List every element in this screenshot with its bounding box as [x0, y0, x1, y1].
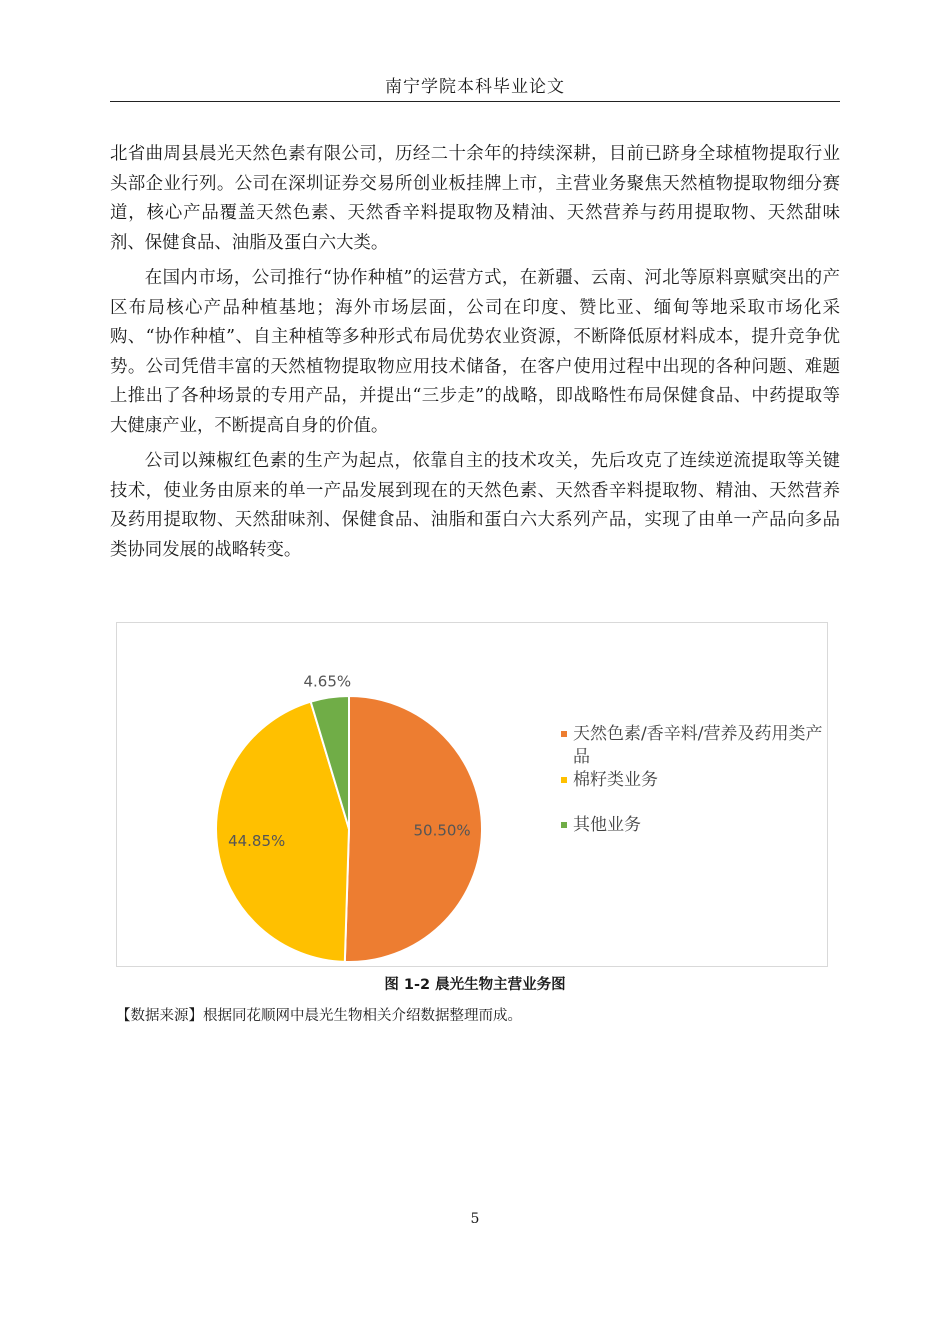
- legend-swatch-2: [561, 777, 567, 783]
- paragraph-3: 公司以辣椒红色素的生产为起点，依靠自主的技术攻关，先后攻克了连续逆流提取等关键技术，使业务由原来的单一产品发展到现在的天然色素、天然香辛料提取物、精油、天然营养及药用提取物、天然甜味剂、保健食品、油脂和蛋白六大系列产品，实现了由单一产品向多品类协同发展的战略转变。: [110, 451, 840, 560]
- legend-item-2: [561, 769, 823, 792]
- figure-caption: 图 1-2 晨光生物主营业务图: [384, 977, 566, 993]
- legend-item-3: [561, 814, 823, 837]
- pie-data-label-3: 4.65%: [303, 672, 352, 691]
- legend-item-1: [561, 723, 823, 769]
- legend-swatch-1: [561, 731, 567, 737]
- page-number: 5: [470, 1211, 480, 1227]
- paragraph-1: 北省曲周县晨光天然色素有限公司，历经二十余年的持续深耕，目前已跻身全球植物提取行业头部企业行列。公司在深圳证券交易所创业板挂牌上市，主营业务聚焦天然植物提取物细分赛道，核心产品覆盖天然色素、天然香辛料提取物及精油、天然营养与药用提取物、天然甜味剂、保健食品、油脂及蛋白六大类。: [110, 144, 840, 253]
- legend-label-2: 棉籽类业务: [573, 770, 658, 790]
- legend-label-3: 其他业务: [573, 815, 641, 835]
- pie-data-label-2: 44.85%: [228, 832, 286, 851]
- paragraph-2: 在国内市场，公司推行“协作种植”的运营方式，在新疆、云南、河北等原料禀赋突出的产区布局核心产品种植基地；海外市场层面，公司在印度、赞比亚、缅甸等地采取市场化采购、“协作种植”、自主种植等多种形式布局优势农业资源，不断降低原材料成本，提升竞争优势。公司凭借丰富的天然植物提取物应用技术储备，在客户使用过程中出现的各种问题、难题上推出了各种场景的专用产品，并提出“三步走”的战略，即战略性布局保健食品、中药提取等大健康产业，不断提高自身的价值。: [110, 268, 840, 436]
- header-rule: [110, 101, 840, 102]
- pie-chart-box: [116, 622, 828, 967]
- chart-legend: [561, 723, 823, 837]
- running-header: 南宁学院本科毕业论文: [385, 77, 565, 97]
- pie-data-label-1: 50.50%: [413, 821, 471, 840]
- body-text: [110, 140, 840, 571]
- figure-source-note: 【数据来源】根据同花顺网中晨光生物相关介绍数据整理而成。: [116, 1008, 522, 1024]
- legend-label-1: 天然色素/香辛料/营养及药用类产品: [573, 724, 823, 767]
- legend-swatch-3: [561, 822, 567, 828]
